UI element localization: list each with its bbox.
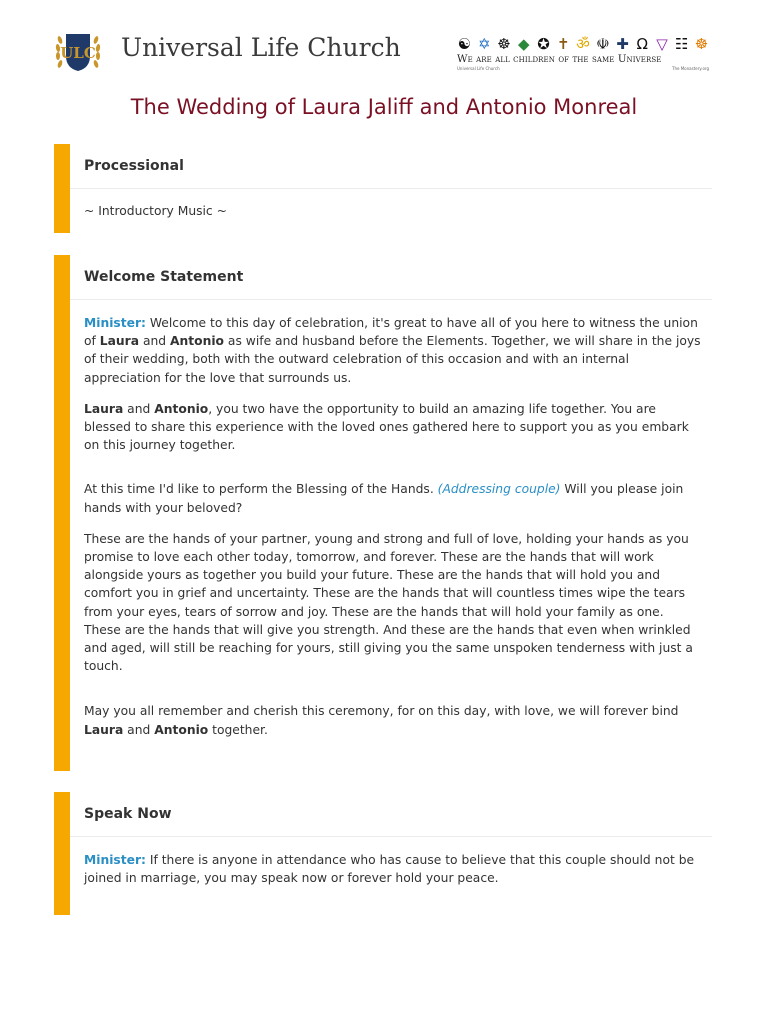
faith-symbol-icon: ✪: [537, 35, 550, 53]
section-heading: Welcome Statement: [84, 269, 244, 285]
text: At this time I'd like to perform the Blessing of the Hands.: [84, 482, 438, 497]
partner-name: Antonio: [154, 401, 209, 416]
faith-symbol-icon: Ω: [636, 35, 648, 53]
tagline-sub-right: The Monastery.org: [672, 66, 709, 71]
tagline-sub: [457, 66, 709, 71]
paragraph: [84, 480, 704, 516]
text: and: [123, 401, 155, 416]
faith-symbol-icon: ☸: [694, 35, 709, 53]
document-title: The Wedding of Laura Jaliff and Antonio Monreal: [130, 95, 638, 119]
text: and: [123, 722, 155, 737]
logo-letters: ULC: [60, 44, 96, 62]
ulc-logo: [54, 30, 102, 72]
text: Will you please join hands with your beloved?: [84, 482, 684, 515]
paragraph: [84, 314, 704, 387]
accent-bar: [54, 255, 70, 771]
section-heading: Speak Now: [84, 806, 172, 822]
interfaith-symbols: [457, 35, 709, 71]
page-header: [0, 0, 768, 90]
faith-symbol-icon: ☫: [596, 35, 610, 53]
section-body: [84, 202, 704, 220]
speaker-label: Minister:: [84, 316, 146, 330]
partner-name: Laura: [99, 334, 140, 349]
faith-symbol-icon: ▽: [656, 35, 668, 53]
section-divider: [70, 188, 712, 189]
section-body: [84, 851, 704, 887]
paragraph: [84, 400, 704, 455]
faith-symbol-icon: ☯: [457, 35, 472, 53]
section-welcome-statement: [54, 255, 712, 771]
faith-symbol-icon: ☷: [675, 35, 689, 53]
tagline-sub-left: Universal Life Church: [457, 66, 500, 71]
text: as wife and husband before the Elements. Together, we will share in the joys of their wedding, both with the outward celebration of this occasion and with an internal appreciation for the love that surrounds us.: [84, 334, 701, 385]
brand-name: Universal Life Church: [121, 33, 401, 62]
faith-symbol-icon: ✝: [556, 35, 570, 53]
text: If there is anyone in attendance who has cause to believe that this couple should not be joined in marriage, you may speak now or forever hold your peace.: [84, 853, 695, 886]
section-divider: [70, 299, 712, 300]
partner-name: Antonio: [169, 334, 224, 349]
symbol-row: [457, 35, 709, 53]
section-body: [84, 314, 704, 739]
tagline: We are all children of the same Universe: [457, 54, 662, 65]
text: , you two have the opportunity to build an amazing life together. You are blessed to share this experience with the loved ones gathered here to support you as you embark on this journey together.: [84, 401, 689, 453]
section-processional: [54, 144, 712, 233]
text: together.: [208, 722, 268, 737]
faith-symbol-icon: ✚: [616, 35, 629, 53]
partner-name: Laura: [84, 401, 124, 416]
accent-bar: [54, 792, 70, 915]
text: and: [139, 334, 170, 349]
partner-name: Laura: [84, 722, 124, 737]
faith-symbol-icon: ☸: [497, 35, 511, 53]
faith-symbol-icon: ✡: [477, 35, 491, 53]
stage-direction: (Addressing couple): [437, 482, 561, 497]
text: May you all remember and cherish this ceremony, for on this day, with love, we will forever bind: [84, 704, 679, 719]
paragraph: These are the hands of your partner, young and strong and full of love, holding your hands as you promise to love each other today, tomorrow, and forever. These are the hands that will work alongside yours as together you build your future. These are the hands that will hold you and comfort you in grief and uncertainty. These are the hands that will countless times wipe the tears from your eyes, tears of sorrow and joy. These are the hands that will hold your family as one. These are the hands that will give you strength. And these are the hands that even when wrinkled and aged, will still be reaching for yours, still giving you the same unspoken tenderness with just a touch.: [84, 531, 693, 674]
paragraph: [84, 851, 704, 887]
text: Welcome to this day of celebration, it's great to have all of you here to witness the union of: [84, 316, 698, 349]
processional-text: ~ Introductory Music ~: [84, 204, 227, 218]
section-divider: [70, 836, 712, 837]
paragraph: [84, 702, 704, 738]
faith-symbol-icon: ॐ: [576, 35, 590, 53]
speaker-label: Minister:: [84, 853, 146, 867]
accent-bar: [54, 144, 70, 233]
faith-symbol-icon: ◆: [517, 35, 530, 53]
section-heading: Processional: [84, 158, 184, 174]
partner-name: Antonio: [154, 722, 209, 737]
section-speak-now: [54, 792, 712, 915]
